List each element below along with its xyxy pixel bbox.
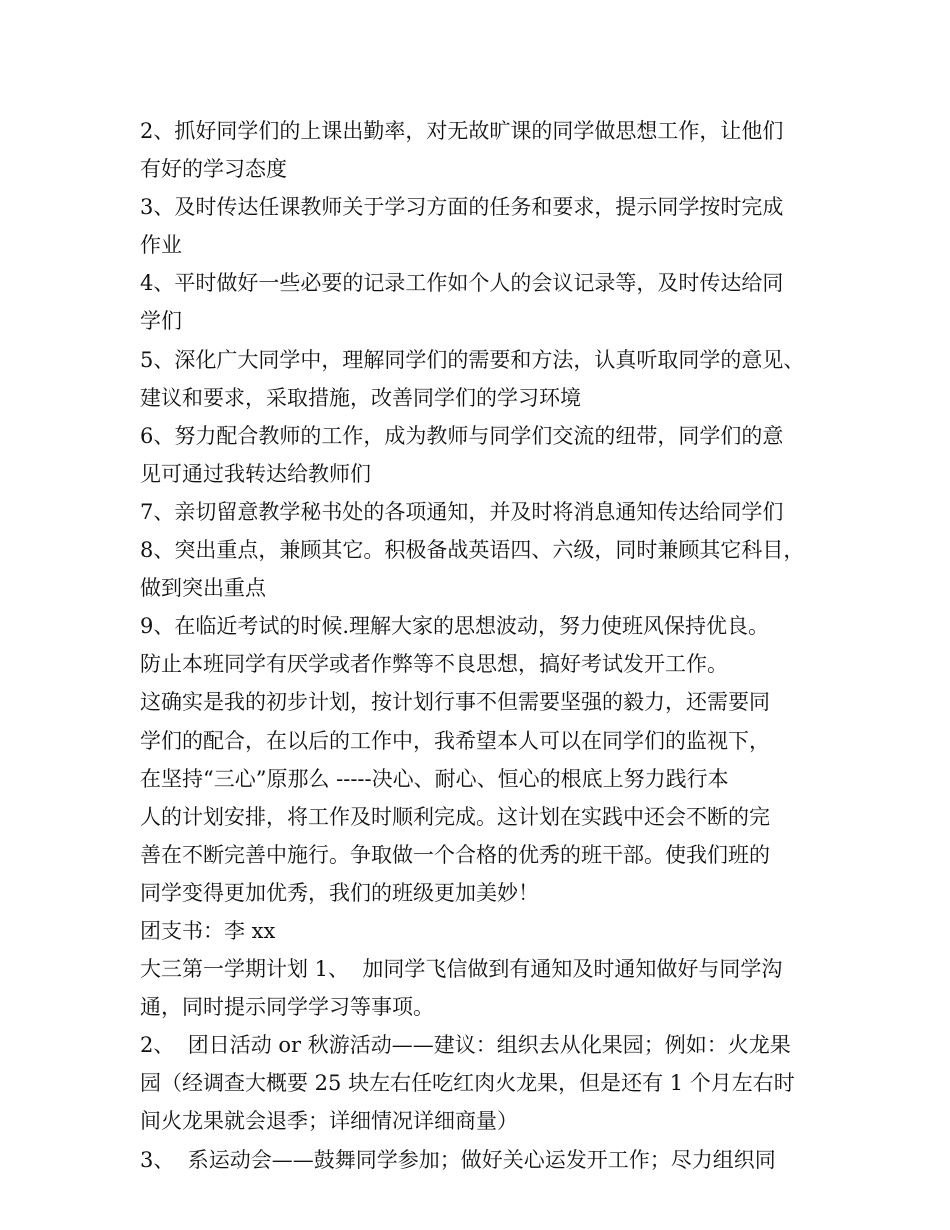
text-line: 见可通过我转达给教师们 (140, 461, 371, 486)
text-line: 善在不断完善中施行。争取做一个合格的优秀的班干部。使我们班的 (140, 842, 770, 867)
document-body (140, 112, 830, 1179)
text-line: 人的计划安排，将工作及时顺利完成。这计划在实践中还会不断的完 (140, 804, 770, 829)
text-line: 7、亲切留意教学秘书处的各项通知，并及时将消息通知传达给同学们 (140, 499, 784, 524)
text-line: 5、深化广大同学中，理解同学们的需要和方法，认真听取同学的意见、 (140, 347, 805, 372)
text-line: 同学变得更加优秀，我们的班级更加美妙！ (140, 880, 539, 905)
text-line: 通，同时提示同学学习等事项。 (140, 995, 434, 1020)
text-line: 8、突出重点，兼顾其它。积极备战英语四、六级，同时兼顾其它科目， (140, 538, 805, 563)
text-line: 6、努力配合教师的工作，成为教师与同学们交流的纽带，同学们的意 (140, 423, 784, 448)
text-line: 间火龙果就会退季；详细情况详细商量） (140, 1109, 518, 1134)
text-line: 园（经调查大概要 25 块左右任吃红肉火龙果，但是还有 1 个月左右时 (140, 1071, 795, 1096)
text-line: 3、 系运动会——鼓舞同学参加；做好关心运发开工作；尽力组织同 (140, 1147, 776, 1172)
text-line: 学们 (140, 309, 182, 334)
text-line: 这确实是我的初步计划，按计划行事不但需要坚强的毅力，还需要同 (140, 690, 770, 715)
signature-line: 团支书：李 xx (140, 918, 276, 943)
text-line: 4、平时做好一些必要的记录工作如个人的会议记录等，及时传达给同 (140, 271, 784, 296)
text-line: 建议和要求，采取措施，改善同学们的学习环境 (140, 385, 581, 410)
text-line: 学们的配合，在以后的工作中，我希望本人可以在同学们的监视下， (140, 728, 770, 753)
text-line: 9、在临近考试的时候.理解大家的思想波动，努力使班风保持优良。 (140, 614, 770, 639)
text-line: 做到突出重点 (140, 576, 266, 601)
text-line: 有好的学习态度 (140, 157, 287, 182)
text-line: 2、抓好同学们的上课出勤率，对无故旷课的同学做思想工作，让他们 (140, 119, 784, 143)
text-line: 防止本班同学有厌学或者作弊等不良思想，搞好考试发开工作。 (140, 652, 728, 677)
text-line: 在坚持“三心”原那么 -----决心、耐心、恒心的根底上努力践行本 (140, 766, 729, 791)
text-line: 2、 团日活动 or 秋游活动——建议：组织去从化果园；例如：火龙果 (140, 1033, 791, 1058)
text-line: 大三第一学期计划 1、 加同学飞信做到有通知及时通知做好与同学沟 (140, 957, 783, 982)
text-line: 3、及时传达任课教师关于学习方面的任务和要求，提示同学按时完成 (140, 195, 784, 220)
text-line: 作业 (140, 233, 182, 258)
